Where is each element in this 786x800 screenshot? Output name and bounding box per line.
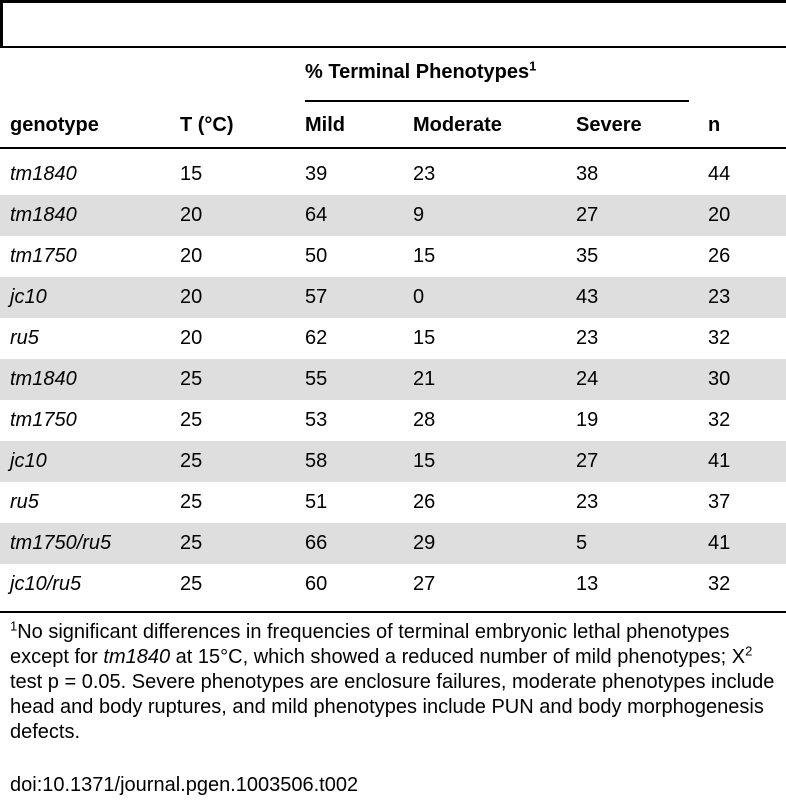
moderate-cell: 28 (413, 409, 436, 431)
n-cell: 23 (708, 286, 731, 308)
genotype-cell: tm1840 (10, 163, 77, 185)
table-row (0, 523, 786, 564)
column-header-mild: Mild (305, 114, 345, 136)
moderate-cell: 21 (413, 368, 436, 390)
table-row (0, 359, 786, 400)
footnote-text-mid: at 15°C, which showed a reduced number of mild phenotypes; X (170, 646, 746, 668)
n-cell: 20 (708, 204, 731, 226)
table-row (0, 195, 786, 236)
mild-cell: 64 (305, 204, 328, 226)
table-row (0, 400, 786, 441)
group-header-footnote-marker: 1 (529, 58, 537, 74)
temperature-cell: 25 (180, 368, 203, 390)
moderate-cell: 26 (413, 491, 436, 513)
n-cell: 32 (708, 409, 731, 431)
n-cell: 26 (708, 245, 731, 267)
moderate-cell: 15 (413, 450, 436, 472)
table-row (0, 277, 786, 318)
genotype-cell: tm1750 (10, 245, 77, 267)
moderate-cell: 29 (413, 532, 436, 554)
table-row (0, 318, 786, 359)
genotype-cell: jc10/ru5 (10, 573, 82, 595)
column-header-severe: Severe (576, 114, 642, 136)
column-header-moderate: Moderate (413, 114, 502, 136)
moderate-cell: 9 (413, 204, 425, 226)
table-footnote (10, 620, 786, 745)
column-header-genotype: genotype (10, 114, 99, 136)
left-border-stub (0, 0, 3, 46)
temperature-cell: 25 (180, 532, 203, 554)
group-header-text: % Terminal Phenotypes (305, 61, 530, 83)
table-row (0, 564, 786, 605)
n-cell: 32 (708, 573, 731, 595)
moderate-cell: 15 (413, 327, 436, 349)
n-cell: 41 (708, 532, 731, 554)
header-bottom-rule (0, 147, 786, 149)
temperature-cell: 25 (180, 573, 203, 595)
mild-cell: 50 (305, 245, 328, 267)
temperature-cell: 15 (180, 163, 203, 185)
footnote-marker: 1 (10, 618, 18, 634)
n-cell: 41 (708, 450, 731, 472)
genotype-cell: ru5 (10, 327, 39, 349)
severe-cell: 19 (576, 409, 599, 431)
temperature-cell: 20 (180, 286, 203, 308)
n-cell: 30 (708, 368, 731, 390)
footnote-text-before: No significant differences in frequencies of terminal embryonic lethal phenotypes except for (10, 621, 730, 668)
table-row (0, 154, 786, 195)
moderate-cell: 15 (413, 245, 436, 267)
severe-cell: 24 (576, 368, 599, 390)
mild-cell: 57 (305, 286, 328, 308)
moderate-cell: 0 (413, 286, 425, 308)
doi-link[interactable]: doi:10.1371/journal.pgen.1003506.t002 (10, 774, 359, 796)
temperature-cell: 25 (180, 409, 203, 431)
severe-cell: 13 (576, 573, 599, 595)
group-header-terminal-phenotypes (305, 60, 536, 84)
genotype-cell: tm1840 (10, 368, 77, 390)
mild-cell: 58 (305, 450, 328, 472)
table-row (0, 482, 786, 523)
severe-cell: 35 (576, 245, 599, 267)
severe-cell: 23 (576, 491, 599, 513)
mild-cell: 60 (305, 573, 328, 595)
temperature-cell: 25 (180, 491, 203, 513)
moderate-cell: 23 (413, 163, 436, 185)
mild-cell: 51 (305, 491, 328, 513)
genotype-cell: tm1750/ru5 (10, 532, 112, 554)
genotype-cell: jc10 (10, 450, 47, 472)
n-cell: 44 (708, 163, 731, 185)
temperature-cell: 25 (180, 450, 203, 472)
column-header-n: n (708, 114, 721, 136)
footnote-text-after: test p = 0.05. Severe phenotypes are enclosure failures, moderate phenotypes include head and body ruptures, and mild phenotypes include PUN and body morphogenesis defects. (10, 671, 775, 743)
genotype-cell: ru5 (10, 491, 39, 513)
footnote-genotype: tm1840 (103, 646, 171, 668)
temperature-cell: 20 (180, 204, 203, 226)
severe-cell: 5 (576, 532, 588, 554)
severe-cell: 23 (576, 327, 599, 349)
genotype-cell: jc10 (10, 286, 47, 308)
column-header-temperature: T (°C) (180, 114, 234, 136)
footnote-chi-square-exponent: 2 (745, 643, 753, 659)
table-header-row (0, 105, 786, 146)
mild-cell: 39 (305, 163, 328, 185)
moderate-cell: 27 (413, 573, 436, 595)
genotype-cell: tm1840 (10, 204, 77, 226)
mild-cell: 66 (305, 532, 328, 554)
table-top-rule (0, 46, 786, 48)
severe-cell: 27 (576, 450, 599, 472)
group-header-underline (305, 100, 689, 102)
severe-cell: 27 (576, 204, 599, 226)
severe-cell: 38 (576, 163, 599, 185)
genotype-cell: tm1750 (10, 409, 77, 431)
temperature-cell: 20 (180, 327, 203, 349)
top-border (0, 0, 786, 3)
table-row (0, 441, 786, 482)
temperature-cell: 20 (180, 245, 203, 267)
n-cell: 37 (708, 491, 731, 513)
severe-cell: 43 (576, 286, 599, 308)
mild-cell: 55 (305, 368, 328, 390)
mild-cell: 53 (305, 409, 328, 431)
table-bottom-rule (0, 611, 786, 613)
mild-cell: 62 (305, 327, 328, 349)
table-row (0, 236, 786, 277)
n-cell: 32 (708, 327, 731, 349)
